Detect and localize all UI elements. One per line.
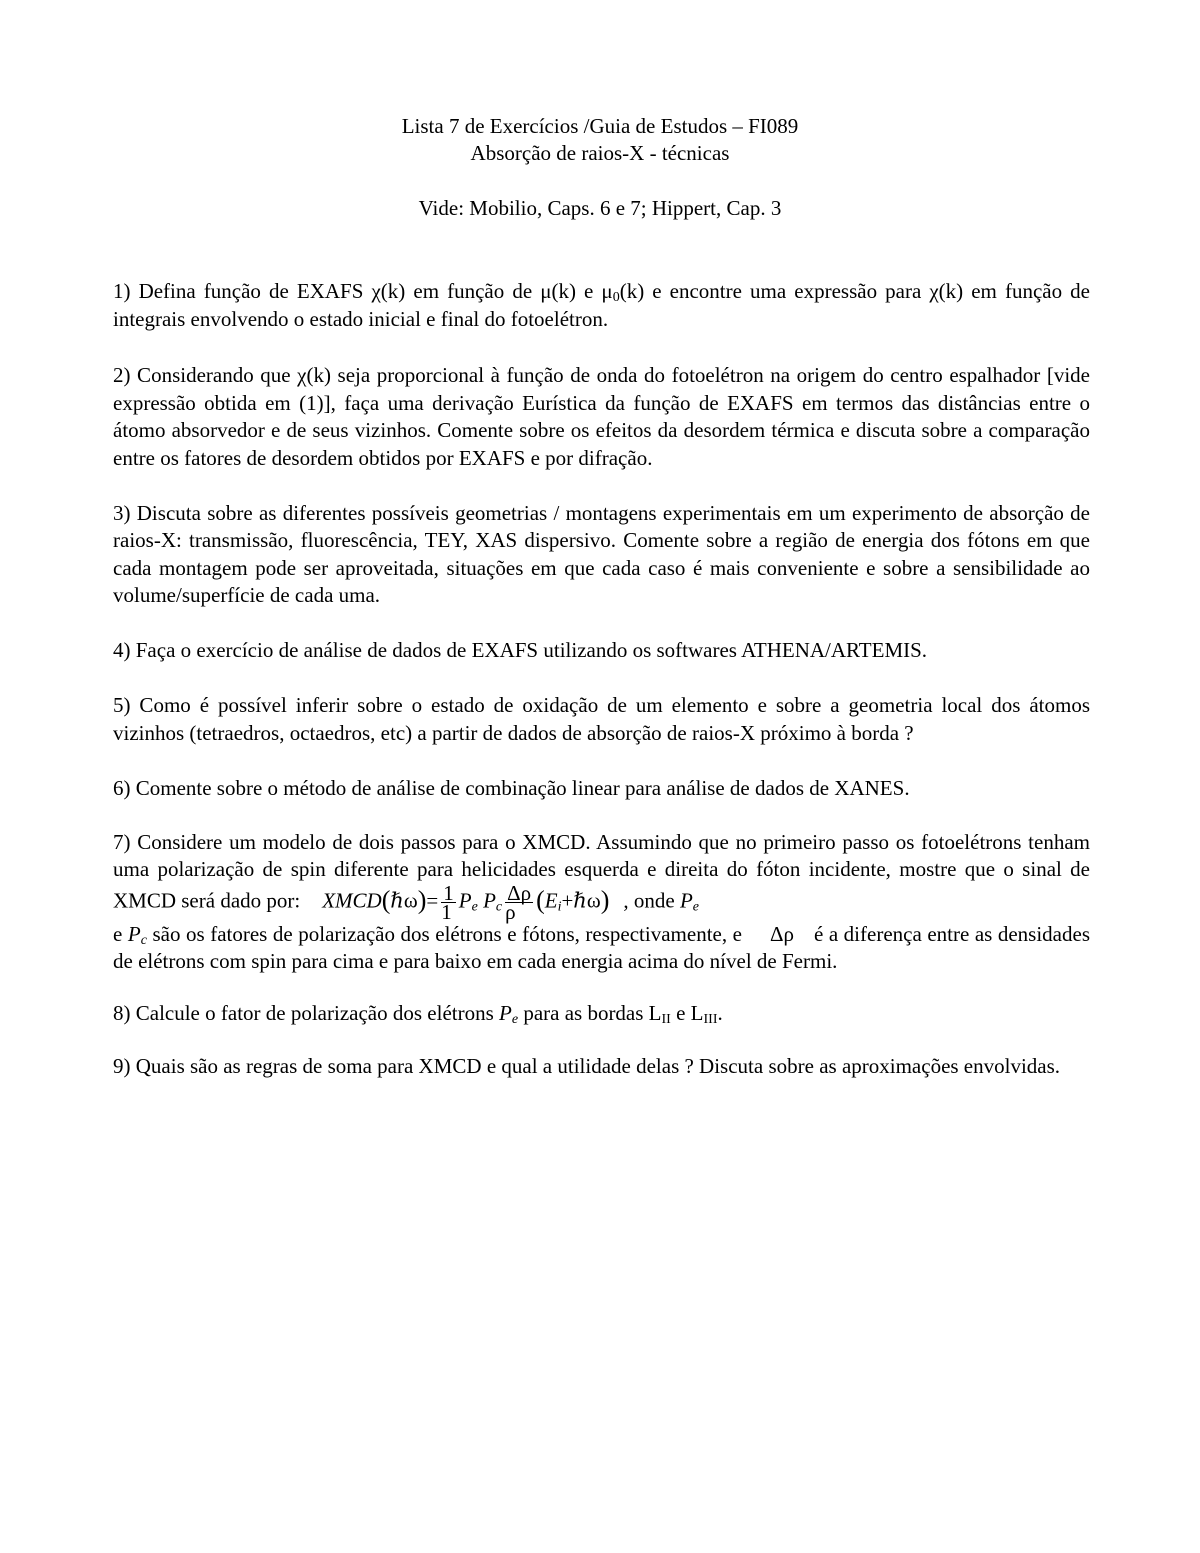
delta-rho-symbol: Δρ bbox=[769, 921, 794, 946]
question-list bbox=[113, 278, 1090, 1108]
document-subtitle: Absorção de raios-X - técnicas bbox=[470, 141, 730, 165]
fraction-delta-rho: $\frac{\Delta\rho}{\rho}$ bbox=[505, 880, 532, 924]
question-9: 9) Quais são as regras de soma para XMCD e qual a utilidade delas ? Discuta sobre as aproximações envolvidas. bbox=[113, 1054, 1061, 1078]
question-5: 5) Como é possível inferir sobre o estado de oxidação de um elemento e sobre a geometria local dos átomos vizinhos (tetraedros, octaedros, etc) a partir de dados de absorção de raios-X próximo à borda ? bbox=[113, 693, 1090, 745]
question-8: 8) Calcule o fator de polarização dos elétrons $P_e$ para as bordas $L_{II}$ e $L_{III}$. bbox=[113, 1000, 723, 1027]
question-3: 3) Discuta sobre as diferentes possíveis geometrias / montagens experimentais em um experimento de absorção de raios-X: transmissão, fluorescência, TEY, XAS dispersivo. Comente sobre a região de energia dos fótons em que cada montagem pode ser aproveitada, situações em que cada caso é mais conveniente e sobre a sensibilidade ao volume/superfície de cada uma. bbox=[113, 500, 1090, 607]
question-4: 4) Faça o exercício de análise de dados de EXAFS utilizando os softwares ATHENA/ARTEMIS. bbox=[113, 638, 928, 662]
xmcd-formula: XMCD(ℏω)= $\frac{1}{1}$ $P_e$ $P_c$ $\frac{\Delta\rho}{\rho}$ $(E_i+\hbar\omega)$ bbox=[322, 880, 610, 924]
question-1: 1) Defina função de EXAFS χ(k) em função de μ(k) e $\mu_0(k)$ e encontre uma expressão para χ(k) em função de integrais envolvendo o estado inicial e final do fotoelétron. bbox=[113, 279, 1091, 331]
reference-line: Vide: Mobilio, Caps. 6 e 7; Hippert, Cap. 3 bbox=[418, 196, 782, 220]
question-2: 2) Considerando que χ(k) seja proporcional à função de onda do fotoelétron na origem do centro espalhador [vide expressão obtida em (1)], faça uma derivação Eurística da função de EXAFS em termos das distâncias entre o átomo absorvedor e de seus vizinhos. Comente sobre os efeitos da desordem térmica e discuta sobre a comparação entre os fatores de desordem obtidos por EXAFS e por difração. bbox=[113, 363, 1090, 470]
question-6: 6) Comente sobre o método de análise de combinação linear para análise de dados de XANES. bbox=[113, 776, 910, 800]
fraction-one: $\frac{1}{1}$ bbox=[441, 880, 454, 924]
question-7: 7) Considere um modelo de dois passos para o XMCD. Assumindo que no primeiro passo os fotoelétrons tenham uma polarização de spin diferente para helicidades esquerda e direita do fóton incidente, mostre que o sinal de XMCD será dado por: XMCD(ℏω)= $\frac{1}{1}$ $P_e$ $P_c$ $\frac{\Delta\rho}{\rho}$ $(E_i+\hbar\omega)$ , onde $P_e$ e $P_c$ são os fatores de polarização dos elétrons e fótons, respectivamente, e Δρ é a diferença entre as densidades de elétrons com spin para cima e para baixo em cada energia acima do nível de Fermi. bbox=[113, 829, 1091, 973]
document-title: Lista 7 de Exercícios /Guia de Estudos – FI089 bbox=[401, 114, 799, 138]
